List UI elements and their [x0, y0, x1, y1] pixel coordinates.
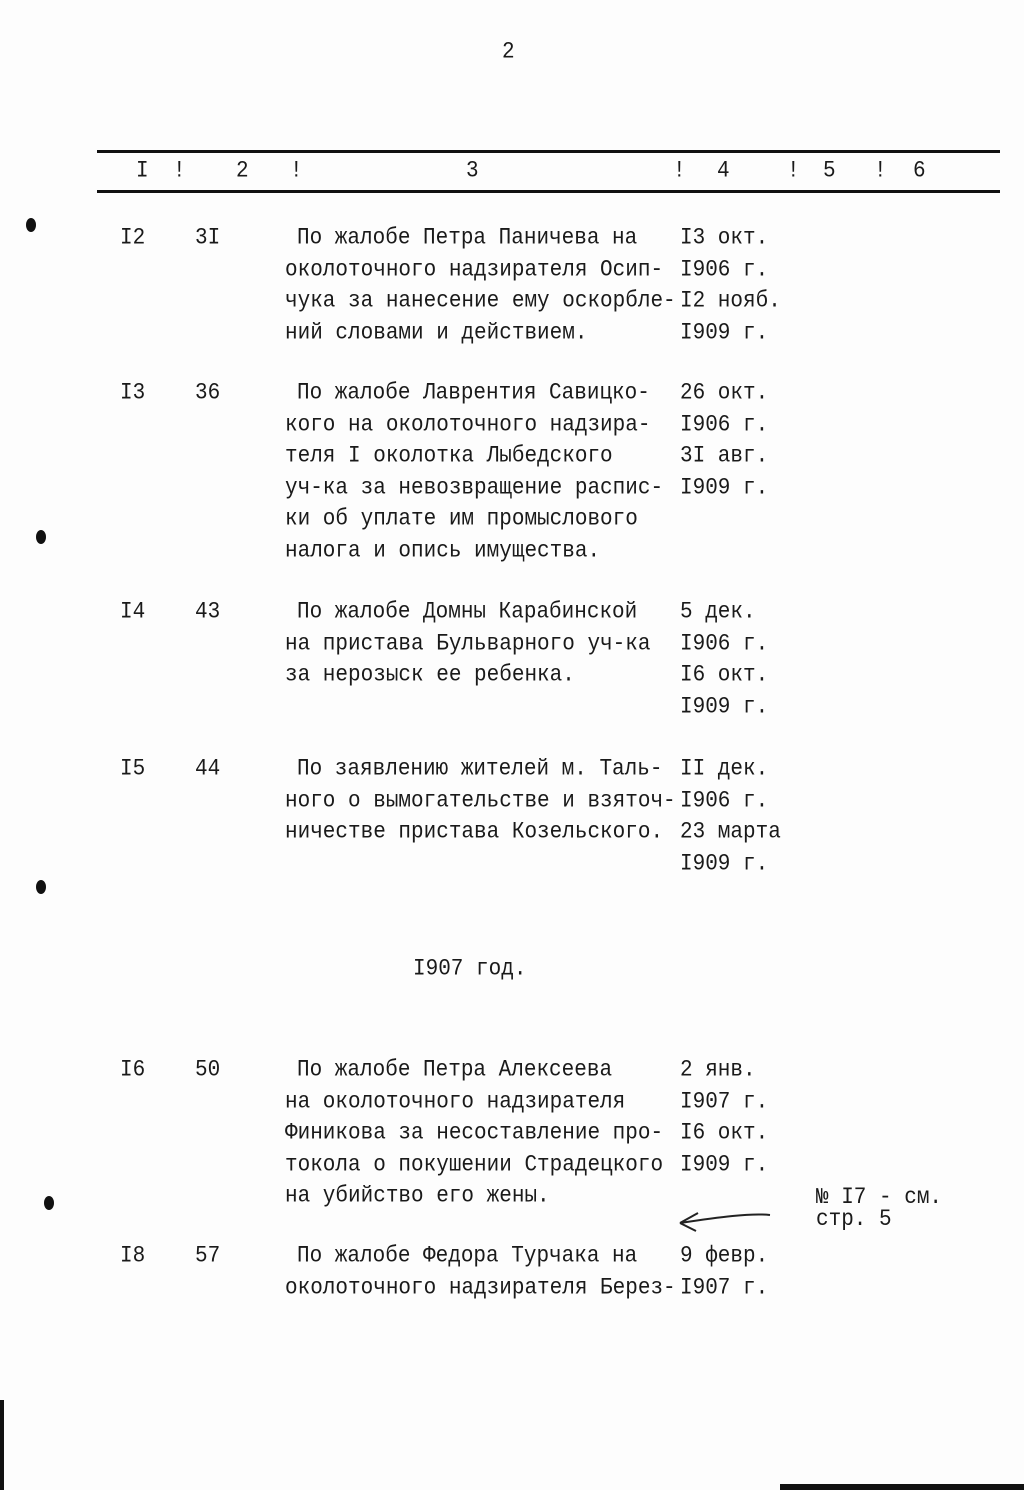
binding-hole-mark	[44, 1196, 54, 1210]
case-description-line: теля I околотка Лыбедского	[285, 444, 613, 470]
header-top-rule	[97, 150, 1000, 153]
column-separator: !	[173, 159, 186, 185]
case-date-line: I909 г.	[680, 475, 769, 501]
binding-hole-mark	[36, 880, 46, 894]
case-date-line: I906 г.	[680, 788, 769, 814]
case-date-line: 9 февр.	[680, 1244, 769, 1270]
case-description-line: ного о вымогательстве и взяточ-	[285, 788, 676, 814]
page-edge-bottom	[780, 1484, 1024, 1490]
case-date-line: 26 окт.	[680, 381, 769, 407]
case-date-line: 23 марта	[680, 820, 781, 846]
case-date-line: I909 г.	[680, 320, 769, 346]
case-number: 57	[195, 1244, 221, 1270]
case-description-line: на пристава Бульварного уч-ка	[285, 631, 651, 657]
case-description-line: околоточного надзирателя Осип-	[285, 257, 664, 283]
case-date-line: I2 нояб.	[680, 289, 781, 315]
case-date-line: I906 г.	[680, 257, 769, 283]
case-description-line: ничестве пристава Козельского.	[285, 820, 664, 846]
case-date-line: I907 г.	[680, 1275, 769, 1301]
case-date-line: 2 янв.	[680, 1058, 756, 1084]
column-separator: !	[673, 159, 686, 185]
case-description-line: По заявлению жителей м. Таль-	[297, 757, 663, 783]
column-header: I	[136, 159, 149, 185]
case-description-line: По жалобе Домны Карабинской	[297, 600, 638, 626]
case-description-line: По жалобе Петра Алексеева	[297, 1058, 613, 1084]
section-heading: I907 год.	[413, 957, 527, 983]
case-date-line: I906 г.	[680, 631, 769, 657]
case-date-line: I909 г.	[680, 851, 769, 877]
case-number: 43	[195, 600, 221, 626]
case-description-line: околоточного надзирателя Берез-	[285, 1275, 676, 1301]
page-edge	[0, 1400, 4, 1490]
case-number: 36	[195, 381, 221, 407]
case-date-line: 3I авг.	[680, 444, 769, 470]
case-number: 50	[195, 1058, 221, 1084]
margin-note-line-1: № I7 - см.	[816, 1185, 943, 1211]
case-date-line: I6 окт.	[680, 1121, 769, 1147]
column-separator: !	[787, 159, 800, 185]
case-description-line: чука за нанесение ему оскорбле-	[285, 289, 676, 315]
case-date-line: I907 г.	[680, 1089, 769, 1115]
case-description-line: кого на околоточного надзира-	[285, 412, 651, 438]
case-description-line: По жалобе Петра Паничева на	[297, 226, 638, 252]
case-number: 3I	[195, 226, 221, 252]
row-number: I2	[120, 226, 146, 252]
page-number: 2	[502, 40, 515, 66]
case-description-line: на убийство его жены.	[285, 1184, 550, 1210]
case-description-line: По жалобе Лаврентия Савицко-	[297, 381, 650, 407]
row-number: I3	[120, 381, 146, 407]
case-date-line: I6 окт.	[680, 663, 769, 689]
binding-hole-mark	[36, 530, 46, 544]
header-bottom-rule	[97, 190, 1000, 193]
column-header: 3	[466, 159, 479, 185]
case-date-line: I909 г.	[680, 1152, 769, 1178]
case-date-line: I909 г.	[680, 694, 769, 720]
case-description-line: за нерозыск ее ребенка.	[285, 663, 575, 689]
row-number: I4	[120, 600, 146, 626]
column-header: 4	[717, 159, 730, 185]
row-number: I8	[120, 1244, 146, 1270]
margin-note-line-2: стр. 5	[816, 1207, 892, 1233]
row-number: I6	[120, 1058, 146, 1084]
case-description-line: ки об уплате им промыслового	[285, 507, 638, 533]
case-date-line: 5 дек.	[680, 600, 756, 626]
column-header: 5	[823, 159, 836, 185]
binding-hole-mark	[26, 218, 36, 232]
case-description-line: налога и опись имущества.	[285, 538, 601, 564]
case-description-line: на околоточного надзирателя	[285, 1089, 626, 1115]
row-number: I5	[120, 757, 146, 783]
column-header: 6	[913, 159, 926, 185]
case-description-line: уч-ка за невозвращение распис-	[285, 475, 664, 501]
case-date-line: I3 окт.	[680, 226, 769, 252]
case-date-line: II дек.	[680, 757, 769, 783]
case-description-line: По жалобе Федора Турчака на	[297, 1244, 638, 1270]
case-date-line: I906 г.	[680, 412, 769, 438]
case-description-line: ний словами и действием.	[285, 320, 588, 346]
column-header: 2	[236, 159, 249, 185]
arrow-left-icon	[670, 1205, 775, 1235]
column-separator: !	[874, 159, 887, 185]
case-number: 44	[195, 757, 221, 783]
column-separator: !	[290, 159, 303, 185]
case-description-line: токола о покушении Страдецкого	[285, 1152, 664, 1178]
case-description-line: Финикова за несоставление про-	[285, 1121, 664, 1147]
